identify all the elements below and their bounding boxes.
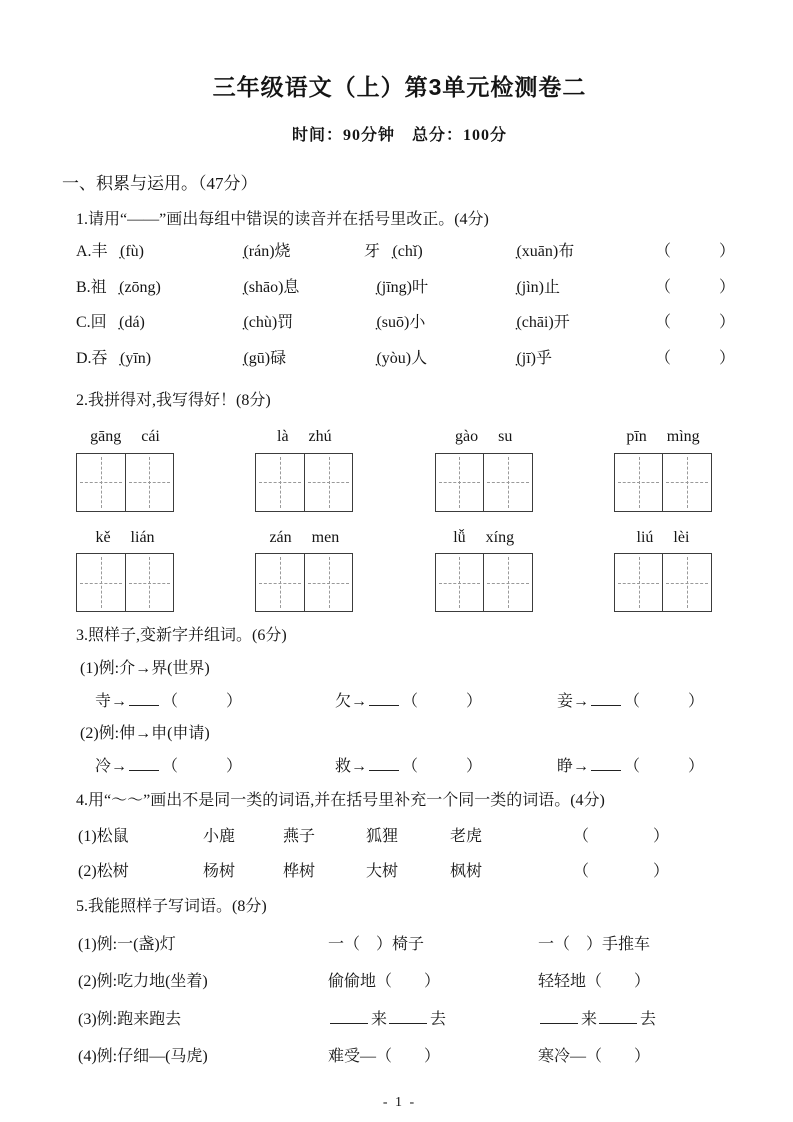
q5-row-4 bbox=[78, 1046, 737, 1068]
q3-item-char: 睁→ bbox=[557, 757, 590, 775]
writing-cell bbox=[483, 454, 532, 511]
q2-pinyin-row-2 bbox=[76, 527, 712, 613]
q1-c-word-4: 拆̣(chāi)开 bbox=[504, 314, 570, 332]
writing-cell bbox=[436, 454, 484, 511]
q4-prompt: 4.用“～～”画出不是同一类的词语,并在括号里补充一个同一类的词语。(4分) bbox=[76, 792, 605, 810]
pinyin-label: kě lián bbox=[95, 528, 155, 546]
writing-box bbox=[76, 553, 174, 612]
q1-c-word-2: 处̣(chù)罚 bbox=[231, 314, 294, 332]
writing-cell bbox=[662, 554, 711, 611]
q1-a-word-3: 牙齿̣(chǐ) bbox=[364, 243, 423, 261]
pinyin-label: là zhú bbox=[277, 428, 332, 446]
pinyin-label: zán men bbox=[269, 528, 340, 546]
q5-fill-right: 轻轻地（ ） bbox=[538, 973, 651, 991]
q3-items-row-2 bbox=[95, 756, 737, 778]
writing-cell bbox=[125, 454, 174, 511]
writing-cell bbox=[304, 554, 353, 611]
q1-b-answer-blank: （ ） bbox=[654, 278, 735, 296]
answer-line bbox=[369, 757, 399, 771]
q5-example: (2)例:吃力地(坐着) bbox=[78, 973, 208, 991]
q3-example-1: (1)例:介→界(世界) bbox=[80, 659, 210, 677]
q1-d-word-2: 骨̣(gū)碌 bbox=[231, 349, 287, 367]
writing-cell bbox=[256, 554, 304, 611]
q3-items-row-1 bbox=[95, 691, 737, 713]
question-2 bbox=[62, 390, 737, 613]
question-3 bbox=[62, 625, 737, 777]
page-title: 三年级语文（上）第3单元检测卷二 bbox=[212, 74, 587, 100]
q4-word: 枫树 bbox=[450, 863, 483, 881]
q5-row-3 bbox=[78, 1009, 737, 1031]
answer-line bbox=[129, 692, 159, 706]
q5-row-1 bbox=[78, 934, 737, 956]
q3-item bbox=[95, 756, 335, 778]
writing-cell bbox=[256, 454, 304, 511]
answer-blank: （ ） bbox=[624, 757, 705, 775]
pinyin-label: gāng cái bbox=[90, 428, 160, 446]
answer-line bbox=[599, 1010, 637, 1024]
q4-word: 桦树 bbox=[283, 863, 316, 881]
writing-cell bbox=[304, 454, 353, 511]
pinyin-group-5 bbox=[76, 527, 174, 613]
pinyin-group-6 bbox=[255, 527, 353, 613]
q4-row-label: (1) bbox=[78, 827, 97, 845]
q1-d-word-1: D.吞咽̣(yīn) bbox=[76, 349, 152, 367]
pinyin-group-2 bbox=[255, 426, 353, 512]
q4-word: 大树 bbox=[366, 863, 399, 881]
q5-fill-mid: 偷偷地（ ） bbox=[328, 973, 441, 991]
answer-line bbox=[389, 1010, 427, 1024]
question-1 bbox=[62, 209, 737, 377]
q4-word: 狐狸 bbox=[366, 827, 399, 845]
q5-fill-right bbox=[538, 1009, 737, 1031]
q3-item bbox=[95, 691, 335, 713]
q4-word: 燕子 bbox=[283, 827, 316, 845]
q1-a-word-2: 燃̣(rán)烧 bbox=[231, 243, 291, 261]
q1-row-d bbox=[76, 341, 737, 377]
question-5 bbox=[62, 896, 737, 1068]
q1-row-c bbox=[76, 305, 737, 341]
answer-line bbox=[591, 757, 621, 771]
q5-row-2 bbox=[78, 971, 737, 993]
q5-come-char: 来 bbox=[581, 1010, 598, 1028]
q3-item bbox=[335, 756, 557, 778]
q3-item-char: 妾→ bbox=[557, 692, 590, 710]
q3-item bbox=[557, 691, 737, 713]
answer-line bbox=[369, 692, 399, 706]
answer-line bbox=[591, 692, 621, 706]
q3-item-char: 冷→ bbox=[95, 757, 128, 775]
pinyin-group-7 bbox=[435, 527, 533, 613]
writing-box bbox=[435, 453, 533, 512]
pinyin-group-8 bbox=[614, 527, 712, 613]
q4-row-label: (2) bbox=[78, 863, 97, 881]
q5-fill-mid bbox=[328, 1009, 538, 1031]
q1-row-b bbox=[76, 270, 737, 306]
q1-c-word-1: C.回答̣(dá) bbox=[76, 314, 145, 332]
q3-item-char: 寺→ bbox=[95, 692, 128, 710]
answer-blank: （ ） bbox=[162, 692, 243, 710]
q5-example: (1)例:一(盏)灯 bbox=[78, 935, 176, 953]
q5-go-char: 去 bbox=[640, 1010, 657, 1028]
q3-item-char: 救→ bbox=[335, 757, 368, 775]
pinyin-label: gào su bbox=[454, 428, 513, 446]
answer-line bbox=[540, 1010, 578, 1024]
q5-come-char: 来 bbox=[371, 1010, 388, 1028]
answer-blank: （ ） bbox=[573, 863, 670, 881]
q5-example: (4)例:仔细—(马虎) bbox=[78, 1048, 208, 1066]
writing-cell bbox=[125, 554, 174, 611]
writing-box bbox=[614, 553, 712, 612]
q4-row2-label-word bbox=[78, 861, 203, 883]
answer-blank: （ ） bbox=[402, 757, 483, 775]
q3-item bbox=[557, 756, 737, 778]
writing-cell bbox=[615, 554, 663, 611]
writing-box bbox=[614, 453, 712, 512]
writing-cell bbox=[436, 554, 484, 611]
section-1-heading: 一、积累与运用。（47分） bbox=[62, 173, 258, 193]
answer-blank: （ ） bbox=[402, 692, 483, 710]
q3-item-char: 欠→ bbox=[335, 692, 368, 710]
q5-fill-mid: 一（ ）椅子 bbox=[328, 935, 425, 953]
q5-fill-right: 寒冷—（ ） bbox=[538, 1048, 651, 1066]
writing-cell bbox=[615, 454, 663, 511]
q4-row-2 bbox=[78, 861, 737, 883]
q1-word-rows bbox=[76, 234, 737, 376]
q4-word: 杨树 bbox=[203, 863, 236, 881]
q1-d-answer-blank: （ ） bbox=[654, 349, 735, 367]
writing-cell bbox=[77, 554, 125, 611]
q4-word: 松树 bbox=[96, 863, 129, 881]
q1-row-a bbox=[76, 234, 737, 270]
question-4 bbox=[62, 790, 737, 883]
writing-box bbox=[255, 553, 353, 612]
q4-word: 老虎 bbox=[450, 827, 483, 845]
q1-b-word-3: 茎̣(jīng)叶 bbox=[364, 278, 428, 296]
pinyin-label: liú lèi bbox=[636, 528, 690, 546]
q1-c-word-3: 缩̣(suō)小 bbox=[364, 314, 426, 332]
writing-cell bbox=[662, 454, 711, 511]
writing-cell bbox=[77, 454, 125, 511]
q1-b-word-2: 稍̣(shāo)息 bbox=[231, 278, 300, 296]
pinyin-group-4 bbox=[614, 426, 712, 512]
q1-a-word-4: 宣̣(xuān)布 bbox=[504, 243, 575, 261]
q4-word: 小鹿 bbox=[203, 827, 236, 845]
q1-b-word-1: B.祖宗̣(zōng) bbox=[76, 278, 161, 296]
q2-prompt: 2.我拼得对,我写得好！(8分) bbox=[76, 391, 271, 409]
q3-item bbox=[335, 691, 557, 713]
q5-fill-mid: 难受—（ ） bbox=[328, 1048, 441, 1066]
answer-blank: （ ） bbox=[162, 757, 243, 775]
pinyin-group-3 bbox=[435, 426, 533, 512]
q1-d-word-3: 诱̣(yòu)人 bbox=[364, 349, 428, 367]
q5-example: (3)例:跑来跑去 bbox=[78, 1010, 182, 1028]
q1-d-word-4: 几̣(jī)乎 bbox=[504, 349, 552, 367]
q4-row1-label-word bbox=[78, 826, 203, 848]
q5-go-char: 去 bbox=[430, 1010, 447, 1028]
q1-a-answer-blank: （ ） bbox=[654, 243, 735, 261]
q1-prompt: 1.请用“——”画出每组中错误的读音并在括号里改正。(4分) bbox=[76, 210, 489, 228]
q2-pinyin-row-1 bbox=[76, 426, 712, 512]
q1-c-answer-blank: （ ） bbox=[654, 314, 735, 332]
q4-word: 松鼠 bbox=[96, 827, 129, 845]
q1-b-word-4: 禁̣(jìn)止 bbox=[504, 278, 560, 296]
pinyin-label: lǚ xíng bbox=[453, 528, 515, 546]
exam-time-score: 时间：90分钟 总分：100分 bbox=[291, 127, 507, 145]
page-number: - 1 - bbox=[382, 1095, 417, 1111]
q4-row-1 bbox=[78, 826, 737, 848]
answer-line bbox=[129, 757, 159, 771]
writing-cell bbox=[483, 554, 532, 611]
q5-prompt: 5.我能照样子写词语。(8分) bbox=[76, 898, 267, 916]
answer-blank: （ ） bbox=[624, 692, 705, 710]
pinyin-label: pīn mìng bbox=[626, 428, 700, 446]
q5-fill-right: 一（ ）手推车 bbox=[538, 935, 651, 953]
writing-box bbox=[76, 453, 174, 512]
pinyin-group-1 bbox=[76, 426, 174, 512]
q1-a-word-1: A.丰富̣(fù) bbox=[76, 243, 144, 261]
writing-box bbox=[435, 553, 533, 612]
answer-line bbox=[330, 1010, 368, 1024]
q3-prompt: 3.照样子,变新字并组词。(6分) bbox=[76, 627, 287, 645]
q3-example-2: (2)例:伸→申(申请) bbox=[80, 725, 210, 743]
answer-blank: （ ） bbox=[573, 827, 670, 845]
writing-box bbox=[255, 453, 353, 512]
